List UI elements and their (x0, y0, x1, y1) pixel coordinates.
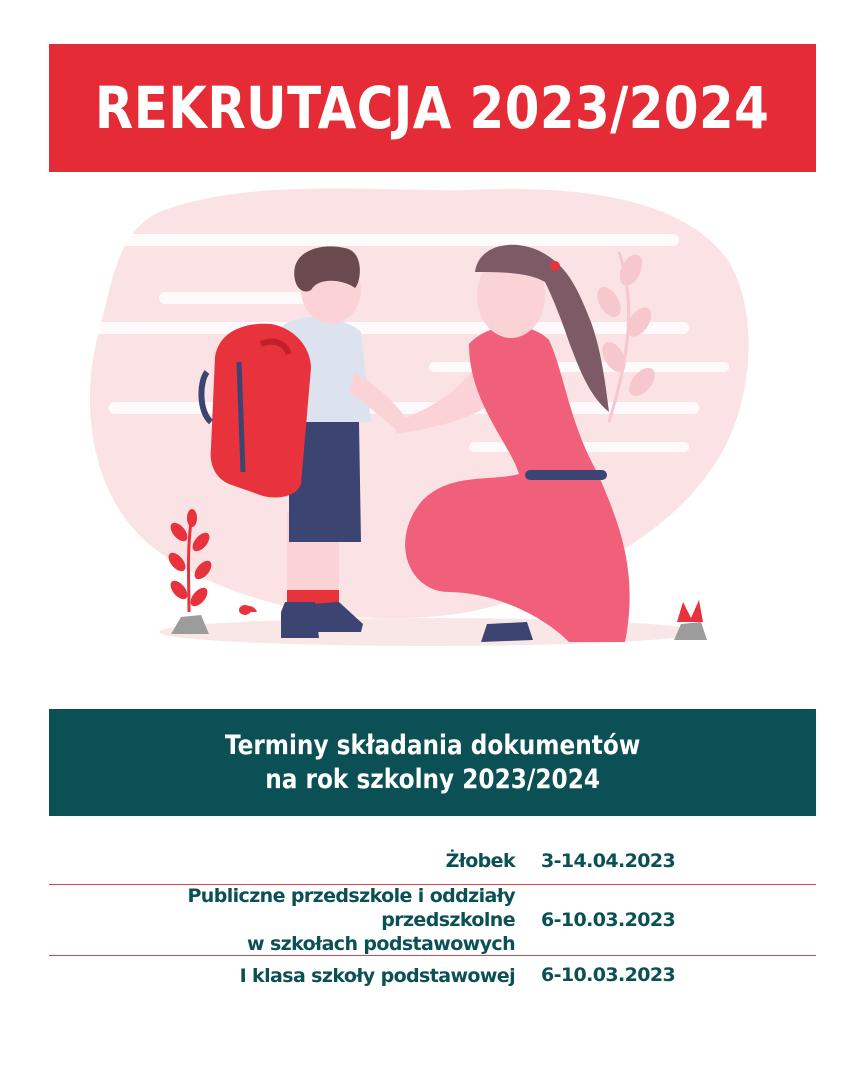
schedule-row-label (49, 884, 541, 956)
schedule-row-date: 3-14.04.2023 (541, 850, 676, 872)
backpack (201, 324, 311, 498)
schedule-table (49, 838, 816, 993)
schedule-row-nursery (49, 838, 816, 885)
schedule-row-first-grade (49, 956, 816, 993)
title-banner (49, 44, 816, 172)
schedule-row-date: 6-10.03.2023 (541, 964, 676, 986)
schedule-row-label-line: w szkołach podstawowych (247, 933, 515, 955)
schedule-row-date: 6-10.03.2023 (541, 909, 676, 931)
schedule-row-label-line: Publiczne przedszkole i oddziały przedszkolne (187, 885, 515, 931)
page-title: REKRUTACJA 2023/2024 (95, 74, 770, 142)
schedule-row-preschool (49, 885, 816, 956)
section-title-line-2: na rok szkolny 2023/2024 (265, 763, 600, 795)
section-title-line-1: Terminy składania dokumentów (224, 729, 641, 761)
schedule-row-label (49, 849, 541, 873)
illustration (49, 172, 816, 692)
schedule-row-label-line: I klasa szkoły podstawowej (239, 965, 515, 987)
plant-right (674, 600, 707, 640)
mother-child-illustration (49, 172, 816, 692)
schedule-row-label (49, 964, 541, 988)
schedule-row-label-line: Żłobek (445, 850, 515, 872)
section-band (49, 709, 816, 816)
